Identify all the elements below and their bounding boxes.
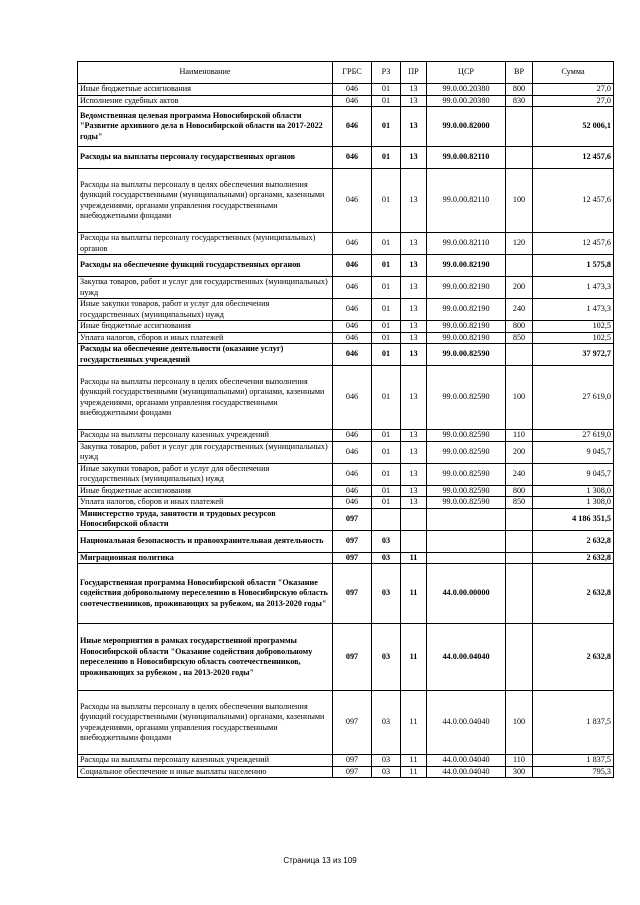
row-pr: 13 — [401, 321, 427, 333]
row-vr — [506, 508, 533, 530]
row-grbs: 097 — [333, 755, 372, 767]
table-row — [78, 463, 614, 485]
row-grbs: 046 — [333, 332, 372, 344]
header-rz: РЗ — [372, 62, 401, 84]
row-grbs: 097 — [333, 624, 372, 691]
row-name: Расходы на обеспечение деятельности (оказание услуг) государственных учреждений — [78, 344, 333, 366]
row-vr: 100 — [506, 366, 533, 430]
row-rz: 01 — [372, 321, 401, 333]
row-csr: 99.0.00.82110 — [427, 147, 506, 169]
row-name: Иные бюджетные ассигнования — [78, 84, 333, 96]
table-row — [78, 366, 614, 430]
row-sum: 1 308,0 — [533, 485, 614, 497]
row-grbs: 046 — [333, 95, 372, 107]
row-pr: 13 — [401, 441, 427, 463]
row-vr — [506, 624, 533, 691]
row-vr — [506, 552, 533, 564]
row-csr: 99.0.00.82590 — [427, 366, 506, 430]
row-grbs: 046 — [333, 497, 372, 509]
row-name: Иные мероприятия в рамках государственной программы Новосибирской области "Оказание содействия добровольному переселению в Новосибирскую область соотечественников, проживающих за рубежом , на 2013-2020 годы" — [78, 624, 333, 691]
row-sum: 2 632,8 — [533, 530, 614, 552]
row-sum: 27 619,0 — [533, 430, 614, 442]
row-rz: 01 — [372, 233, 401, 255]
budget-table — [77, 61, 614, 778]
row-grbs: 046 — [333, 84, 372, 96]
row-rz: 03 — [372, 564, 401, 624]
row-csr: 99.0.00.82190 — [427, 332, 506, 344]
row-pr: 13 — [401, 344, 427, 366]
row-grbs: 097 — [333, 691, 372, 755]
row-rz: 03 — [372, 552, 401, 564]
row-pr: 13 — [401, 463, 427, 485]
header-name: Наименование — [78, 62, 333, 84]
table-row — [78, 766, 614, 778]
table-row — [78, 233, 614, 255]
header-sum: Сумма — [533, 62, 614, 84]
table-row — [78, 508, 614, 530]
table-row — [78, 169, 614, 233]
table-row — [78, 321, 614, 333]
row-grbs: 097 — [333, 530, 372, 552]
table-row — [78, 255, 614, 277]
row-rz: 01 — [372, 366, 401, 430]
row-vr: 110 — [506, 755, 533, 767]
row-vr: 830 — [506, 95, 533, 107]
row-vr: 200 — [506, 277, 533, 299]
row-pr: 13 — [401, 107, 427, 147]
table-header-row — [78, 62, 614, 84]
row-sum: 12 457,6 — [533, 147, 614, 169]
row-sum: 1 575,8 — [533, 255, 614, 277]
row-grbs: 046 — [333, 485, 372, 497]
row-csr: 99.0.00.82110 — [427, 169, 506, 233]
row-grbs: 097 — [333, 564, 372, 624]
row-sum: 12 457,6 — [533, 169, 614, 233]
row-name: Иные закупки товаров, работ и услуг для обеспечения государственных (муниципальных) нужд — [78, 299, 333, 321]
row-rz: 01 — [372, 497, 401, 509]
row-pr: 13 — [401, 497, 427, 509]
row-rz: 01 — [372, 299, 401, 321]
row-pr: 11 — [401, 552, 427, 564]
row-vr — [506, 107, 533, 147]
table-row — [78, 552, 614, 564]
row-pr: 13 — [401, 255, 427, 277]
row-csr: 44.0.00.04040 — [427, 624, 506, 691]
row-pr: 11 — [401, 564, 427, 624]
row-sum: 4 186 351,5 — [533, 508, 614, 530]
row-name: Расходы на выплаты персоналу государственных органов — [78, 147, 333, 169]
row-grbs: 046 — [333, 299, 372, 321]
row-vr: 850 — [506, 497, 533, 509]
row-pr: 11 — [401, 755, 427, 767]
row-name: Иные бюджетные ассигнования — [78, 321, 333, 333]
row-rz: 01 — [372, 84, 401, 96]
row-pr: 13 — [401, 147, 427, 169]
row-sum: 2 632,8 — [533, 564, 614, 624]
row-vr: 300 — [506, 766, 533, 778]
row-sum: 27 619,0 — [533, 366, 614, 430]
row-pr: 11 — [401, 691, 427, 755]
row-sum: 27,0 — [533, 95, 614, 107]
row-rz: 03 — [372, 530, 401, 552]
row-vr: 240 — [506, 299, 533, 321]
row-pr: 13 — [401, 366, 427, 430]
row-csr: 44.0.00.04040 — [427, 691, 506, 755]
row-pr: 13 — [401, 233, 427, 255]
row-csr: 44.0.00.04040 — [427, 755, 506, 767]
row-name: Расходы на выплаты персоналу казенных учреждений — [78, 755, 333, 767]
row-sum: 102,5 — [533, 332, 614, 344]
row-pr — [401, 530, 427, 552]
table-row — [78, 691, 614, 755]
table-row — [78, 564, 614, 624]
row-grbs: 046 — [333, 463, 372, 485]
row-pr: 13 — [401, 332, 427, 344]
row-sum: 9 045,7 — [533, 463, 614, 485]
row-name: Расходы на обеспечение функций государственных органов — [78, 255, 333, 277]
row-sum: 1 837,5 — [533, 755, 614, 767]
row-grbs: 046 — [333, 344, 372, 366]
row-csr: 99.0.00.82190 — [427, 321, 506, 333]
row-rz: 01 — [372, 485, 401, 497]
row-name: Уплата налогов, сборов и иных платежей — [78, 497, 333, 509]
row-vr — [506, 530, 533, 552]
row-name: Миграционная политика — [78, 552, 333, 564]
table-row — [78, 485, 614, 497]
row-csr: 99.0.00.20380 — [427, 95, 506, 107]
page-number: Страница 13 из 109 — [283, 856, 357, 865]
row-name: Иные бюджетные ассигнования — [78, 485, 333, 497]
row-rz: 01 — [372, 147, 401, 169]
row-sum: 37 972,7 — [533, 344, 614, 366]
row-pr: 13 — [401, 277, 427, 299]
table-row — [78, 755, 614, 767]
row-pr: 13 — [401, 299, 427, 321]
table-row — [78, 147, 614, 169]
row-pr: 13 — [401, 169, 427, 233]
row-sum: 52 006,1 — [533, 107, 614, 147]
row-sum: 1 308,0 — [533, 497, 614, 509]
row-pr — [401, 508, 427, 530]
row-rz: 03 — [372, 691, 401, 755]
row-vr: 850 — [506, 332, 533, 344]
row-csr: 99.0.00.82110 — [427, 233, 506, 255]
row-csr: 99.0.00.82590 — [427, 344, 506, 366]
table-row — [78, 441, 614, 463]
table-row — [78, 107, 614, 147]
row-vr — [506, 344, 533, 366]
row-grbs: 046 — [333, 366, 372, 430]
row-vr: 800 — [506, 84, 533, 96]
header-csr: ЦСР — [427, 62, 506, 84]
row-rz: 01 — [372, 430, 401, 442]
row-grbs: 046 — [333, 255, 372, 277]
row-csr: 99.0.00.82590 — [427, 497, 506, 509]
header-vr: ВР — [506, 62, 533, 84]
row-vr — [506, 564, 533, 624]
row-csr: 99.0.00.82590 — [427, 441, 506, 463]
row-csr: 99.0.00.82190 — [427, 255, 506, 277]
row-name: Расходы на выплаты персоналу в целях обеспечения выполнения функций государственными (муниципальными) органами, казенными учреждениями, органами управления государственными внебюджетными фондами — [78, 691, 333, 755]
table-row — [78, 430, 614, 442]
row-rz: 01 — [372, 344, 401, 366]
row-rz: 01 — [372, 169, 401, 233]
row-grbs: 097 — [333, 766, 372, 778]
row-vr: 800 — [506, 485, 533, 497]
row-sum: 9 045,7 — [533, 441, 614, 463]
row-rz: 03 — [372, 766, 401, 778]
row-name: Исполнение судебных актов — [78, 95, 333, 107]
row-name: Иные закупки товаров, работ и услуг для обеспечения государственных (муниципальных) нужд — [78, 463, 333, 485]
row-sum: 1 473,3 — [533, 277, 614, 299]
row-sum: 2 632,8 — [533, 624, 614, 691]
table-row — [78, 344, 614, 366]
row-name: Расходы на выплаты персоналу государственных (муниципальных) органов — [78, 233, 333, 255]
row-csr — [427, 552, 506, 564]
row-sum: 1 837,5 — [533, 691, 614, 755]
table-row — [78, 95, 614, 107]
row-vr: 200 — [506, 441, 533, 463]
row-csr: 44.0.00.00000 — [427, 564, 506, 624]
row-csr: 99.0.00.82190 — [427, 299, 506, 321]
row-rz: 01 — [372, 332, 401, 344]
row-pr: 13 — [401, 485, 427, 497]
header-grbs: ГРБС — [333, 62, 372, 84]
row-rz: 03 — [372, 624, 401, 691]
row-vr: 110 — [506, 430, 533, 442]
row-vr — [506, 255, 533, 277]
row-vr: 120 — [506, 233, 533, 255]
row-rz: 01 — [372, 277, 401, 299]
row-grbs: 046 — [333, 169, 372, 233]
row-name: Расходы на выплаты персоналу казенных учреждений — [78, 430, 333, 442]
row-csr: 99.0.00.82590 — [427, 485, 506, 497]
row-grbs: 046 — [333, 277, 372, 299]
row-name: Закупка товаров, работ и услуг для государственных (муниципальных) нужд — [78, 441, 333, 463]
row-csr: 99.0.00.20380 — [427, 84, 506, 96]
row-grbs: 046 — [333, 107, 372, 147]
table-row — [78, 332, 614, 344]
table-body — [78, 84, 614, 778]
row-vr: 800 — [506, 321, 533, 333]
table-row — [78, 624, 614, 691]
row-name: Государственная программа Новосибирской области "Оказание содействия добровольному переселению в Новосибирскую область соотечественников, проживающих за рубежом, на 2013-2020 годы" — [78, 564, 333, 624]
row-sum: 1 473,3 — [533, 299, 614, 321]
row-grbs: 046 — [333, 233, 372, 255]
row-name: Министерство труда, занятости и трудовых ресурсов Новосибирской области — [78, 508, 333, 530]
row-csr: 99.0.00.82590 — [427, 463, 506, 485]
row-vr: 100 — [506, 169, 533, 233]
row-vr: 100 — [506, 691, 533, 755]
row-pr: 13 — [401, 95, 427, 107]
row-sum: 102,5 — [533, 321, 614, 333]
row-pr: 11 — [401, 766, 427, 778]
table-row — [78, 530, 614, 552]
row-grbs: 097 — [333, 508, 372, 530]
table-row — [78, 84, 614, 96]
row-pr: 11 — [401, 624, 427, 691]
row-sum: 12 457,6 — [533, 233, 614, 255]
row-name: Ведомственная целевая программа Новосибирской области "Развитие архивного дела в Новосибирской области на 2017-2022 годы" — [78, 107, 333, 147]
row-name: Расходы на выплаты персоналу в целях обеспечения выполнения функций государственными (муниципальными) органами, казенными учреждениями, органами управления государственными внебюджетными фондами — [78, 366, 333, 430]
row-sum: 2 632,8 — [533, 552, 614, 564]
row-csr: 99.0.00.82190 — [427, 277, 506, 299]
table-row — [78, 299, 614, 321]
row-rz: 01 — [372, 255, 401, 277]
row-vr: 240 — [506, 463, 533, 485]
row-grbs: 046 — [333, 441, 372, 463]
row-csr — [427, 508, 506, 530]
row-grbs: 097 — [333, 552, 372, 564]
table-row — [78, 277, 614, 299]
row-name: Закупка товаров, работ и услуг для государственных (муниципальных) нужд — [78, 277, 333, 299]
row-rz: 01 — [372, 95, 401, 107]
row-csr — [427, 530, 506, 552]
row-grbs: 046 — [333, 321, 372, 333]
row-pr: 13 — [401, 84, 427, 96]
row-csr: 99.0.00.82000 — [427, 107, 506, 147]
row-sum: 795,3 — [533, 766, 614, 778]
row-csr: 44.0.00.04040 — [427, 766, 506, 778]
row-rz: 01 — [372, 463, 401, 485]
row-name: Национальная безопасность и правоохранительная деятельность — [78, 530, 333, 552]
row-sum: 27,0 — [533, 84, 614, 96]
table-row — [78, 497, 614, 509]
row-grbs: 046 — [333, 147, 372, 169]
row-rz: 01 — [372, 107, 401, 147]
row-rz: 01 — [372, 441, 401, 463]
row-rz — [372, 508, 401, 530]
header-pr: ПР — [401, 62, 427, 84]
row-name: Расходы на выплаты персоналу в целях обеспечения выполнения функций государственными (муниципальными) органами, казенными учреждениями, органами управления государственными внебюджетными фондами — [78, 169, 333, 233]
row-vr — [506, 147, 533, 169]
row-name: Уплата налогов, сборов и иных платежей — [78, 332, 333, 344]
row-name: Социальное обеспечение и иные выплаты населению — [78, 766, 333, 778]
row-pr: 13 — [401, 430, 427, 442]
row-csr: 99.0.00.82590 — [427, 430, 506, 442]
row-grbs: 046 — [333, 430, 372, 442]
row-rz: 03 — [372, 755, 401, 767]
